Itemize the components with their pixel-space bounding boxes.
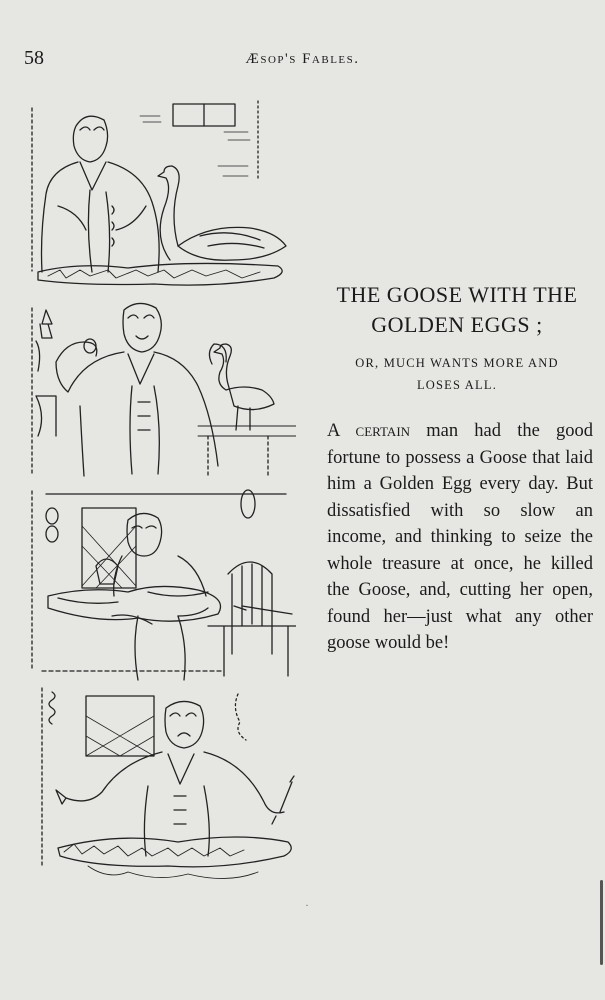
panel-1-man-and-goose (32, 101, 286, 285)
ink-speck: · (305, 898, 309, 912)
fable-body-text: man had the good fortune to possess a Goose that laid him a Golden Egg every day. But dissatisfied with so slow an income, and thinking to seize the whole treasure at once, he killed the Goose, and, cutting her open, found her—just what any other goose would be! (327, 421, 593, 653)
fable-subtitle (316, 352, 598, 396)
panel-3-man-killing-goose (32, 490, 296, 680)
page-number: 58 (24, 47, 44, 69)
fable-subtitle-line-2: LOSES ALL. (416, 378, 498, 392)
fable-title-line-1: THE GOOSE WITH THE (336, 282, 578, 307)
running-head-rest: sop's Fables. (260, 51, 360, 67)
panel-2-man-with-egg (32, 303, 296, 476)
illustration-column (28, 96, 296, 896)
page-edge-mark (600, 880, 603, 965)
running-head (0, 51, 605, 68)
fable-body (327, 418, 593, 657)
fable-body-lead: A certain (327, 421, 411, 441)
panel-4-man-despairing (42, 688, 294, 879)
running-head-lead: Æ (245, 51, 261, 67)
fable-title-line-2: GOLDEN EGGS ; (371, 312, 543, 337)
fable-title (316, 280, 598, 340)
fable-subtitle-line-1: OR, MUCH WANTS MORE AND (355, 356, 559, 370)
